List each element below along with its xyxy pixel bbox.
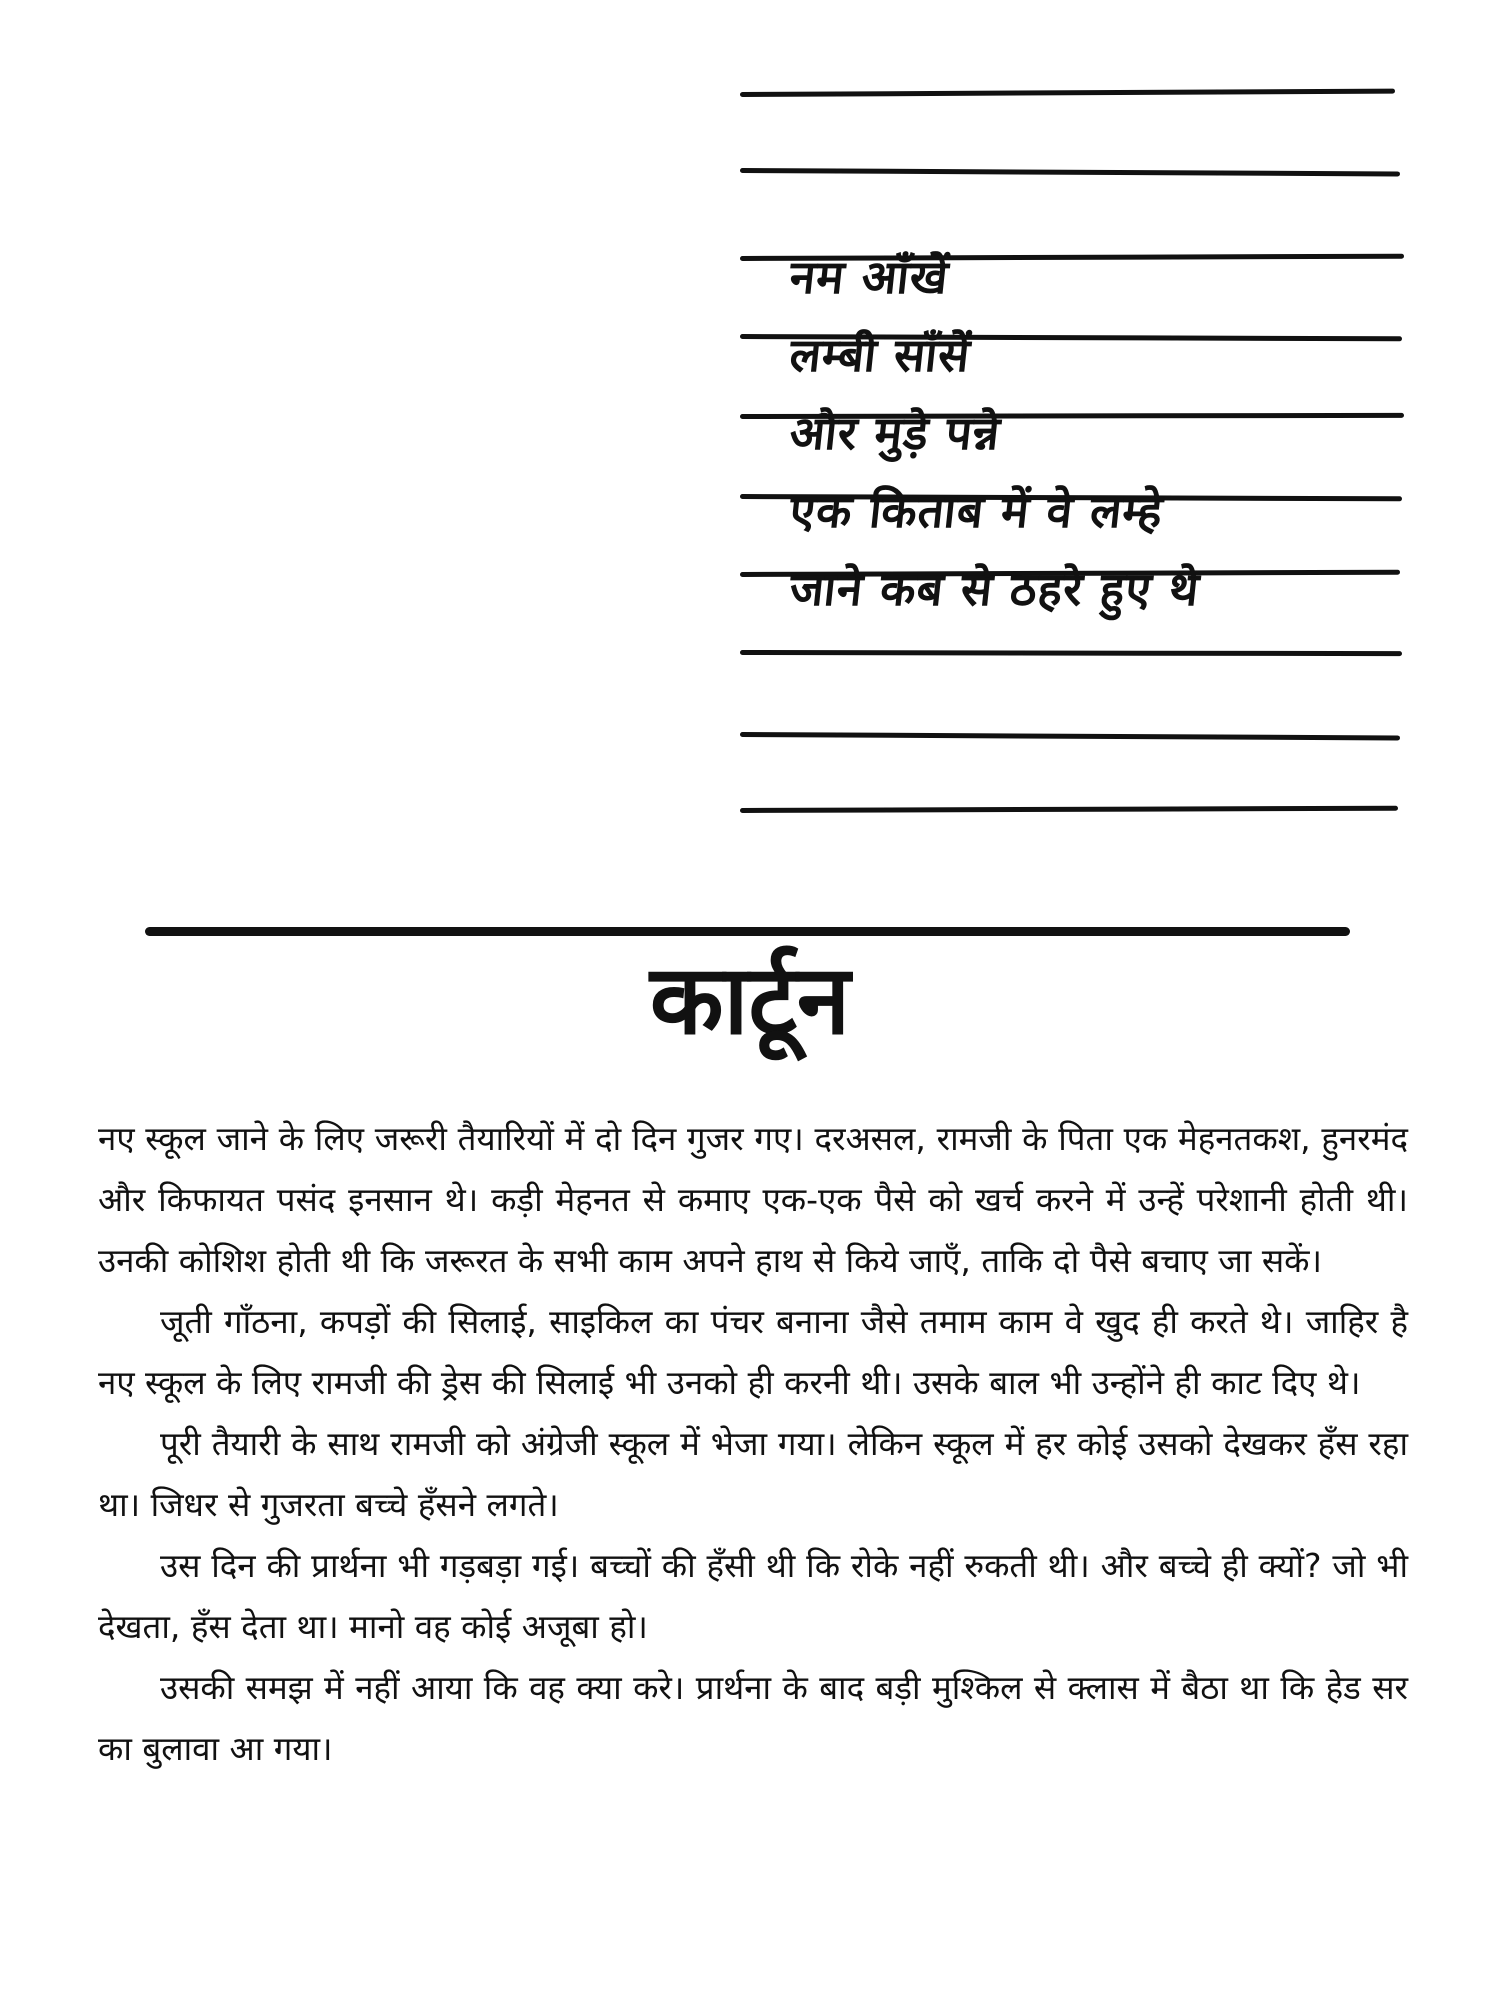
story-paragraph: नए स्कूल जाने के लिए जरूरी तैयारियों में दो दिन गुजर गए। दरअसल, रामजी के पिता एक मेहनतकश, हुनरमंद और किफायत पसंद इनसान थे। कड़ी मेहनत से कमाए एक-एक पैसे को खर्च करने में उन्हें परेशानी होती थी। उनकी कोशिश होती थी कि जरूरत के सभी काम अपने हाथ से किये जाएँ, ताकि दो पैसे बचाए जा सकें।	[98, 1119, 1408, 1280]
poem-line: जाने कब से ठहरे हुए थे	[787, 562, 1203, 616]
rule-line	[740, 168, 1400, 176]
rule-line	[740, 732, 1400, 740]
rule-line	[740, 806, 1398, 813]
story-title: कार्टून	[649, 944, 851, 1056]
story-body	[98, 1108, 1408, 1779]
story-paragraph: पूरी तैयारी के साथ रामजी को अंग्रेजी स्कूल में भेजा गया। लेकिन स्कूल में हर कोई उसको देखकर हँस रहा था। जिधर से गुजरता बच्चे हँसने लगते।	[98, 1424, 1408, 1524]
poem-line: और मुड़े पन्ने	[787, 406, 1004, 460]
rule-line	[740, 650, 1402, 656]
poem-line: नम आँखें	[787, 250, 952, 304]
story-paragraph: जूती गाँठना, कपड़ों की सिलाई, साइकिल का पंचर बनाना जैसे तमाम काम वे खुद ही करते थे। जाहिर है नए स्कूल के लिए रामजी की ड्रेस की सिलाई भी उनको ही करनी थी। उसके बाल भी उन्होंने ही काट दिए थे।	[98, 1302, 1408, 1402]
handwritten-poem	[787, 238, 1390, 628]
poem-ruled-block	[740, 70, 1400, 830]
story-paragraph: उसकी समझ में नहीं आया कि वह क्या करे। प्रार्थना के बाद बड़ी मुश्किल से क्लास में बैठा था कि हेड सर का बुलावा आ गया।	[98, 1668, 1408, 1768]
poem-line: लम्बी साँसें	[787, 328, 974, 382]
story-paragraph: उस दिन की प्रार्थना भी गड़बड़ा गई। बच्चों की हँसी थी कि रोके नहीं रुकती थी। और बच्चे ही क्यों? जो भी देखता, हँस देता था। मानो वह कोई अजूबा हो।	[98, 1546, 1408, 1646]
poem-line: एक किताब में वे लम्हे	[787, 484, 1166, 538]
rule-line	[740, 89, 1395, 97]
